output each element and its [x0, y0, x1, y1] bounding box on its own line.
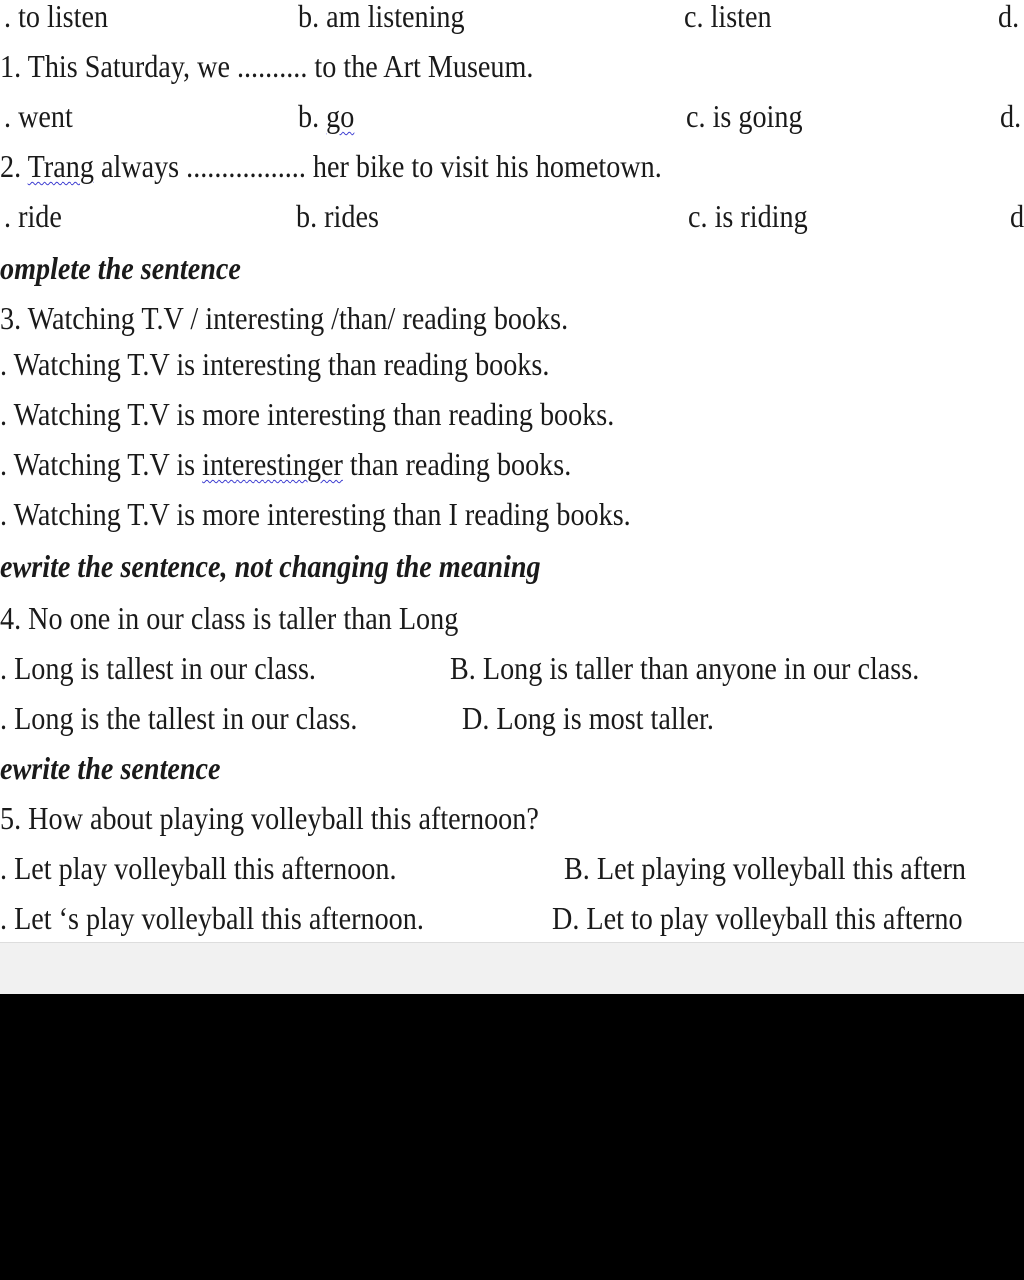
option-b: . Watching T.V is more interesting than reading books. — [0, 396, 615, 432]
option-c: . Let ‘s play volleyball this afternoon. — [0, 900, 424, 936]
question-12: 2. Trang always ................. her bike to visit his hometown. — [0, 148, 662, 184]
option-a: . ride — [4, 198, 62, 234]
option-a: . Let play volleyball this afternoon. — [0, 850, 397, 886]
option-d: D. Long is most taller. — [462, 700, 714, 736]
question-13: 3. Watching T.V / interesting /than/ reading books. — [0, 300, 569, 336]
option-d: d — [1010, 198, 1024, 234]
option-c: c. is going — [686, 98, 803, 134]
section-heading: omplete the sentence — [0, 250, 241, 286]
option-a: . Long is tallest in our class. — [0, 650, 316, 686]
option-c: c. is riding — [688, 198, 808, 234]
option-b: b. go — [298, 98, 355, 134]
question-11: 1. This Saturday, we .......... to the Art Museum. — [0, 48, 534, 84]
option-d: D. Let to play volleyball this afterno — [552, 900, 963, 936]
page-gap — [0, 942, 1024, 995]
option-d: d. — [1000, 98, 1022, 134]
section-heading: ewrite the sentence — [0, 750, 221, 786]
option-b: b. rides — [296, 198, 379, 234]
spellcheck-word: Trang — [27, 148, 94, 184]
option-a: . to listen — [4, 0, 109, 34]
question-15: 5. How about playing volleyball this afternoon? — [0, 800, 539, 836]
option-d: . Watching T.V is more interesting than I reading books. — [0, 496, 631, 532]
option-b: B. Long is taller than anyone in our class. — [450, 650, 920, 686]
option-b: B. Let playing volleyball this aftern — [564, 850, 966, 886]
black-background — [0, 994, 1024, 1280]
spellcheck-word: go — [326, 98, 355, 134]
spellcheck-word: interestinger — [202, 446, 343, 482]
option-d: d. — [998, 0, 1020, 34]
option-b: b. am listening — [298, 0, 465, 34]
option-a: . went — [4, 98, 73, 134]
section-heading: ewrite the sentence, not changing the meaning — [0, 548, 541, 584]
question-14: 4. No one in our class is taller than Long — [0, 600, 459, 636]
option-a: . Watching T.V is interesting than reading books. — [0, 346, 550, 382]
option-c: . Watching T.V is interestinger than reading books. — [0, 446, 572, 482]
option-c: c. listen — [684, 0, 772, 34]
option-c: . Long is the tallest in our class. — [0, 700, 358, 736]
